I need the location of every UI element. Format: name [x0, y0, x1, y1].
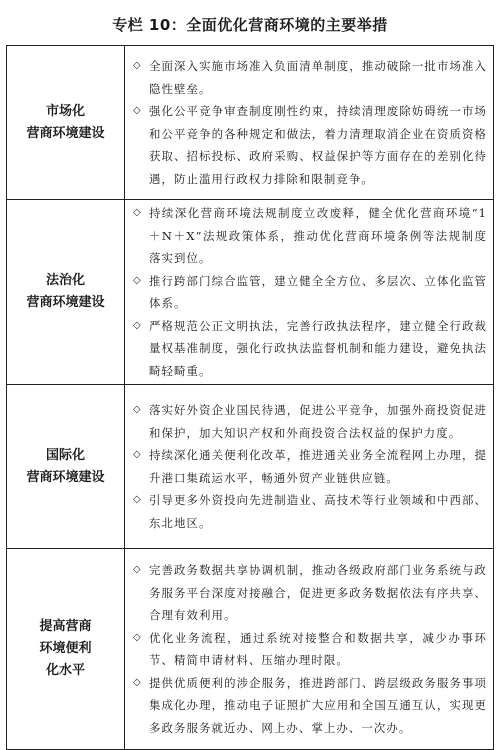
list-item: [133, 202, 487, 270]
category-line: 提高营商: [39, 619, 92, 634]
section-row: [7, 46, 494, 200]
diamond-arrow-bullet-icon: ◇: [133, 319, 141, 331]
list-item: [133, 100, 487, 190]
section-category: [7, 549, 125, 750]
list-item: [133, 444, 487, 489]
category-line: 营商环境建设: [26, 295, 105, 310]
diamond-arrow-bullet-icon: ◇: [133, 404, 141, 415]
diamond-arrow-bullet-icon: ◇: [133, 274, 141, 286]
section-row: [7, 200, 494, 385]
section-row: [7, 549, 494, 750]
category-line: 营商环境建设: [26, 125, 105, 141]
diamond-arrow-bullet-icon: ◇: [133, 105, 141, 116]
item-text: 持续深化通关便利化改革，推进通关业务全流程网上办理，提升港口集疏运水平，畅通外贸产业链供应链。: [149, 448, 487, 485]
section-row: [7, 385, 494, 549]
box-title: 专栏 10：全面优化营商环境的主要举措: [112, 16, 388, 34]
item-text: 提供优质便利的涉企服务，推进跨部门、跨层级政务服务事项集成化办理，推动电子证照扩大应用和全国互通互认，实现更多政务服务就近办、网上办、掌上办、一次办。: [149, 675, 487, 735]
category-line: 环境便利: [39, 641, 92, 656]
diamond-arrow-bullet-icon: ◇: [133, 449, 141, 460]
item-text: 优化业务流程，通过系统对接整合和数据共享，减少办事环节、精简申请材料、压缩办理时限。: [149, 630, 487, 667]
diamond-arrow-bullet-icon: ◇: [133, 631, 141, 643]
section-items: [125, 549, 494, 750]
item-text: 强化公平竞争审查制度刚性约束，持续清理废除妨碍统一市场和公平竞争的各种规定和做法，着力清理取消企业在资质资格获取、招标投标、政府采购、权益保护等方面存在的差别化待遇，防止滥用行政权力排除和限制竞争。: [149, 104, 487, 186]
category-line: 营商环境建设: [26, 469, 105, 485]
item-text: 引导更多外资投向先进制造业、高技术等行业领域和中西部、东北地区。: [149, 493, 487, 530]
section-items: [125, 385, 494, 549]
diamond-arrow-bullet-icon: ◇: [133, 494, 141, 505]
list-item: [133, 270, 487, 315]
item-text: 落实好外资企业国民待遇，促进公平竞争，加强外商投资促进和保护，加大知识产权和外商投资合法权益的保护力度。: [149, 403, 487, 440]
diamond-arrow-bullet-icon: ◇: [133, 564, 141, 575]
item-text: 全面深入实施市场准入负面清单制度，推动破除一批市场准入隐性壁垒。: [149, 59, 487, 96]
diamond-arrow-bullet-icon: ◇: [133, 60, 141, 71]
list-item: [133, 627, 487, 672]
section-items: [125, 200, 494, 385]
list-item: [133, 55, 487, 100]
list-item: [133, 559, 487, 627]
list-item: [133, 315, 487, 383]
category-line: 市场化: [45, 103, 85, 119]
section-items: [125, 46, 494, 200]
item-text: 推行跨部门综合监管，建立健全全方位、多层次、立体化监管体系。: [149, 273, 487, 310]
category-line: 法治化: [45, 273, 85, 288]
item-text: 持续深化营商环境法规制度立改废释，健全优化营商环境“1＋N＋X”法规政策体系，推动优化营商环境条例等法规制度落实到位。: [149, 206, 487, 265]
section-category: [7, 46, 125, 200]
list-item: [133, 672, 487, 740]
list-item: [133, 489, 487, 534]
section-category: [7, 385, 125, 549]
item-text: 严格规范公正文明执法，完善行政执法程序，建立健全行政裁量权基准制度，强化行政执法监督机制和能力建设，避免执法畸轻畸重。: [149, 318, 487, 378]
diamond-arrow-bullet-icon: ◇: [133, 676, 141, 688]
section-category: [7, 200, 125, 385]
item-text: 完善政务数据共享协调机制，推动各级政府部门业务系统与政务服务平台深度对接融合，促进更多政务数据依法有序共享、合理有效利用。: [149, 563, 487, 622]
measures-table: [6, 45, 494, 750]
category-line: 化水平: [45, 663, 85, 678]
list-item: [133, 399, 487, 444]
category-line: 国际化: [45, 447, 85, 463]
diamond-arrow-bullet-icon: ◇: [133, 207, 141, 218]
